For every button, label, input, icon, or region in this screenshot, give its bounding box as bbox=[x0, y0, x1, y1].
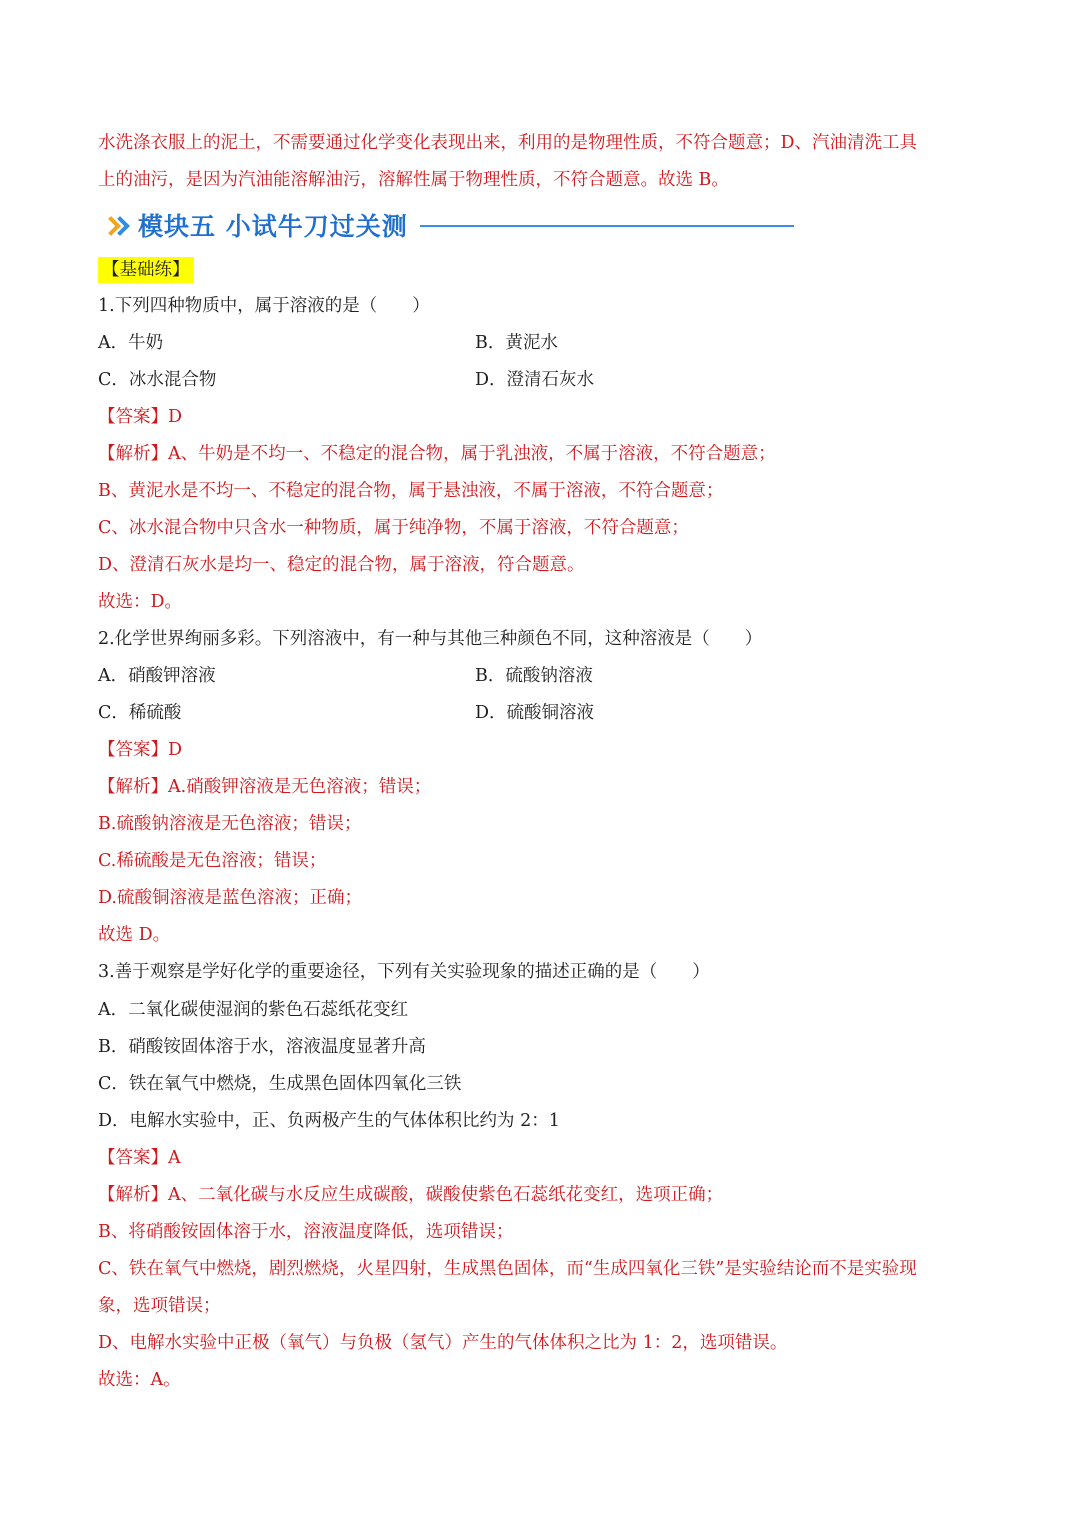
q2-option-d: D．硫酸铜溶液 bbox=[475, 703, 595, 723]
q3-explanation-2: B、将硝酸铵固体溶于水，溶液温度降低，选项错误； bbox=[98, 1222, 514, 1242]
q1-answer: 【答案】D bbox=[98, 407, 183, 427]
q3-explanation-1: 【解析】A、二氧化碳与水反应生成碳酸，碳酸使紫色石蕊纸花变红，选项正确； bbox=[98, 1185, 724, 1205]
double-chevron-icon bbox=[104, 213, 132, 237]
q1-explanation-1: 【解析】A、牛奶是不均一、不稳定的混合物，属于乳浊液，不属于溶液，不符合题意； bbox=[98, 444, 776, 464]
q1-option-b: B．黄泥水 bbox=[475, 333, 558, 353]
section-heading bbox=[104, 205, 794, 245]
intro-line-2: 上的油污，是因为汽油能溶解油污，溶解性属于物理性质，不符合题意。故选 B。 bbox=[98, 170, 729, 190]
q1-option-d: D．澄清石灰水 bbox=[475, 370, 595, 390]
q2-explanation-4: D.硫酸铜溶液是蓝色溶液；正确； bbox=[98, 888, 362, 908]
q1-stem: 1.下列四种物质中，属于溶液的是（ ） bbox=[98, 296, 430, 316]
q2-choice: 故选 D。 bbox=[98, 925, 171, 945]
q1-explanation-4: D、澄清石灰水是均一、稳定的混合物，属于溶液，符合题意。 bbox=[98, 555, 585, 575]
q1-option-a: A．牛奶 bbox=[98, 333, 164, 353]
q3-explanation-3a: C、铁在氧气中燃烧，剧烈燃烧，火星四射，生成黑色固体，而“生成四氧化三铁”是实验结论而不是实验现 bbox=[98, 1259, 917, 1279]
q1-option-c: C．冰水混合物 bbox=[98, 370, 217, 390]
q2-explanation-2: B.硫酸钠溶液是无色溶液；错误； bbox=[98, 814, 362, 834]
q2-option-c: C．稀硫酸 bbox=[98, 703, 182, 723]
q2-answer: 【答案】D bbox=[98, 740, 183, 760]
q3-option-b: B．硝酸铵固体溶于水，溶液温度显著升高 bbox=[98, 1037, 426, 1057]
q3-explanation-4: D、电解水实验中正极（氧气）与负极（氢气）产生的气体体积之比为 1：2，选项错误。 bbox=[98, 1333, 788, 1353]
q2-explanation-1: 【解析】A.硝酸钾溶液是无色溶液；错误； bbox=[98, 777, 432, 797]
q2-explanation-3: C.稀硫酸是无色溶液；错误； bbox=[98, 851, 327, 871]
q1-choice: 故选：D。 bbox=[98, 592, 183, 612]
q2-stem: 2.化学世界绚丽多彩。下列溶液中，有一种与其他三种颜色不同，这种溶液是（ ） bbox=[98, 629, 763, 649]
q3-option-c: C．铁在氧气中燃烧，生成黑色固体四氧化三铁 bbox=[98, 1074, 462, 1094]
heading-rule bbox=[420, 225, 794, 227]
basic-practice-tag: 【基础练】 bbox=[98, 257, 194, 283]
section-title: 模块五 小试牛刀过关测 bbox=[138, 212, 408, 241]
q3-stem: 3.善于观察是学好化学的重要途径，下列有关实验现象的描述正确的是（ ） bbox=[98, 962, 710, 982]
intro-line-1: 水洗涤衣服上的泥土，不需要通过化学变化表现出来，利用的是物理性质，不符合题意；D、汽油清洗工具 bbox=[98, 133, 918, 153]
q1-explanation-2: B、黄泥水是不均一、不稳定的混合物，属于悬浊液，不属于溶液，不符合题意； bbox=[98, 481, 724, 501]
q3-option-a: A．二氧化碳使湿润的紫色石蕊纸花变红 bbox=[98, 1000, 409, 1020]
q3-option-d: D．电解水实验中，正、负两极产生的气体体积比约为 2：1 bbox=[98, 1111, 560, 1131]
q2-option-b: B．硫酸钠溶液 bbox=[475, 666, 593, 686]
q2-option-a: A．硝酸钾溶液 bbox=[98, 666, 216, 686]
q3-choice: 故选：A。 bbox=[98, 1370, 181, 1390]
q3-explanation-3b: 象，选项错误； bbox=[98, 1296, 221, 1316]
q1-explanation-3: C、冰水混合物中只含水一种物质，属于纯净物，不属于溶液，不符合题意； bbox=[98, 518, 689, 538]
q3-answer: 【答案】A bbox=[98, 1148, 181, 1168]
